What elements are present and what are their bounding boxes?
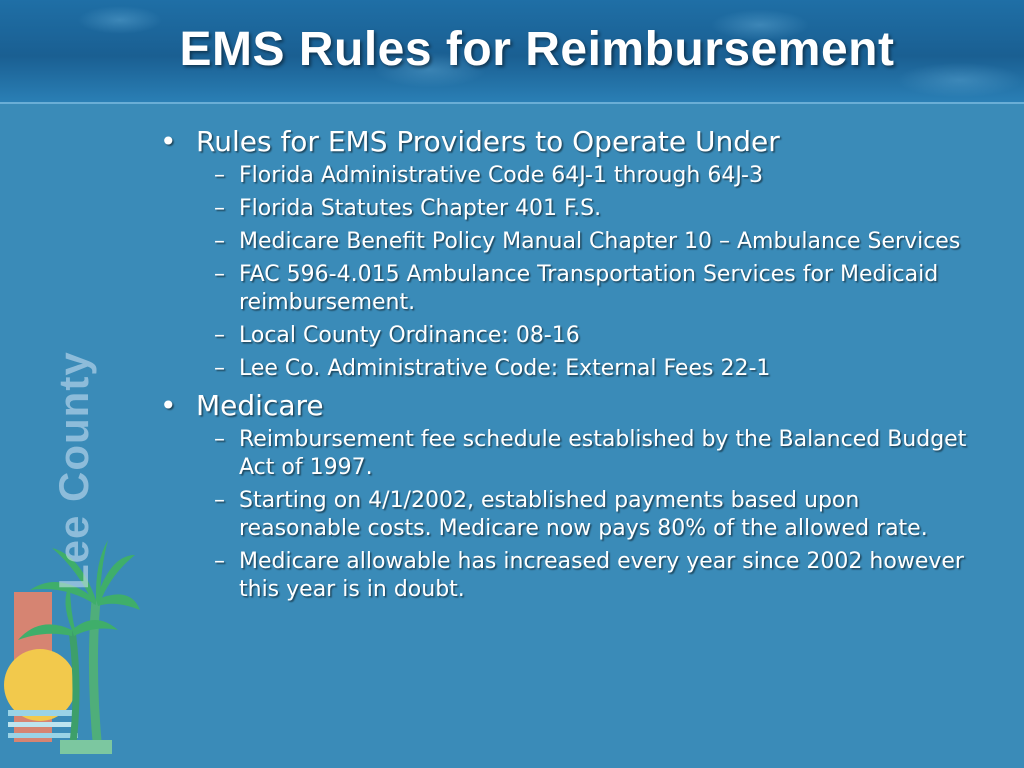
sub-text: FAC 596-4.015 Ambulance Transportation Services for Medicaid reimbursement. [239,262,939,315]
sub-text: Florida Statutes Chapter 401 F.S. [239,196,602,221]
sub-item [160,322,980,350]
sub-text: Reimbursement fee schedule established by the Balanced Budget Act of 1997. [239,427,967,480]
dash-symbol: – [214,262,225,287]
sub-item [160,426,980,482]
dash-symbol: – [214,163,225,188]
dash-symbol: – [214,229,225,254]
sub-list [160,162,980,383]
sub-text: Starting on 4/1/2002, established payments based upon reasonable costs. Medicare now pays 80% of the allowed rate. [239,488,928,541]
bullet-item [160,388,980,424]
logo-text: Lee County [50,351,97,590]
dash-symbol: – [214,488,225,513]
sub-text: Medicare Benefit Policy Manual Chapter 10 – Ambulance Services [239,229,961,254]
slide-title: EMS Rules for Reimbursement [179,23,895,76]
bullet-list [160,124,980,609]
sub-item [160,228,980,256]
dash-symbol: – [214,427,225,452]
bullet-text: Rules for EMS Providers to Operate Under [196,125,780,158]
sub-item [160,487,980,543]
dash-symbol: – [214,196,225,221]
sub-text: Lee Co. Administrative Code: External Fees 22-1 [239,356,771,381]
sub-item [160,195,980,223]
sub-text: Medicare allowable has increased every year since 2002 however this year is in doubt. [239,549,964,602]
bullet-symbol: • [160,125,177,158]
dash-symbol: – [214,356,225,381]
sub-text: Florida Administrative Code 64J-1 through 64J-3 [239,163,763,188]
dash-symbol: – [214,549,225,574]
sub-item [160,162,980,190]
sub-item [160,355,980,383]
sub-text: Local County Ordinance: 08-16 [239,323,580,348]
bullet-symbol: • [160,389,177,422]
bullet-text: Medicare [196,389,324,422]
title-banner [0,0,1024,104]
dash-symbol: – [214,323,225,348]
sub-item [160,261,980,317]
sub-list [160,426,980,604]
bullet-item [160,124,980,160]
sub-item [160,548,980,604]
